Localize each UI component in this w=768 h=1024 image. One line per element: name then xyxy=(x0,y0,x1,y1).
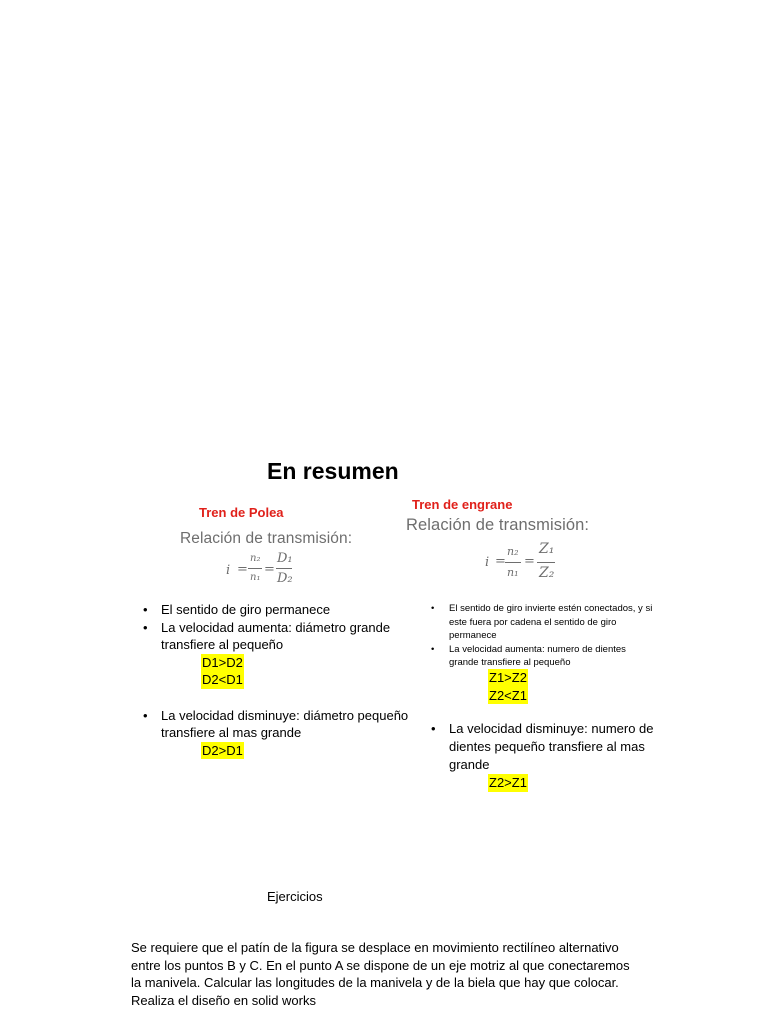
formula-num-z1: Z₁ xyxy=(539,541,555,557)
formula-num-n2: n₂ xyxy=(507,545,519,558)
fraction-bar-2 xyxy=(276,568,292,569)
highlight-d2-gt-d1: D2>D1 xyxy=(202,742,243,758)
formula-equals: = xyxy=(495,554,506,569)
exercise-paragraph: Se requiere que el patín de la figura se desplace en movimiento rectilíneo alternativo entre los puntos B y C. En el punto A se dispone de un eje motriz al que conectaremos la manivela. Calcular las longitudes de la manivela y de la biela que hay que colocar. Realiza el diseño en solid works xyxy=(131,940,630,1008)
highlight-z1-z2: Z1>Z2 xyxy=(489,670,527,685)
engrane-relacion-label: Relación de transmisión: xyxy=(406,516,590,534)
polea-heading: Tren de Polea xyxy=(199,505,284,520)
engrane-heading: Tren de engrane xyxy=(412,497,513,512)
engrane-small-bullets xyxy=(429,602,654,670)
fraction-bar xyxy=(248,568,262,569)
highlight-z2-gt-z1: Z2>Z1 xyxy=(489,775,527,790)
formula-equals-2: = xyxy=(264,562,275,577)
formula-equals: = xyxy=(237,562,248,577)
highlight-d1-d2: D1>D2 xyxy=(202,654,243,670)
formula-equals-2: = xyxy=(524,554,535,569)
polea-formula xyxy=(226,551,306,596)
formula-num-d1: D₁ xyxy=(277,551,293,566)
page-title: En resumen xyxy=(267,458,399,484)
polea-relacion-label: Relación de transmisión: xyxy=(180,530,353,547)
formula-i: i xyxy=(485,555,490,570)
list-item: • El sentido de giro permanece xyxy=(141,601,411,619)
engrane-aumenta-relations xyxy=(488,669,528,704)
engrane-formula xyxy=(485,543,565,588)
formula-num-n2: n₂ xyxy=(250,553,261,564)
ejercicios-label: Ejercicios xyxy=(267,889,323,904)
highlight-z2-z1: Z2<Z1 xyxy=(489,687,527,703)
list-item: • El sentido de giro invierte estén conectados, y si este fuera por cadena el sentido de giro permanece xyxy=(429,602,654,643)
formula-den-z2: Z₂ xyxy=(539,565,555,581)
formula-den-n1: n₁ xyxy=(250,572,261,583)
list-item: • La velocidad aumenta: diámetro grande transfiere al pequeño D1>D2 D2<D1 xyxy=(141,619,411,689)
formula-den-d2: D₂ xyxy=(277,571,293,586)
fraction-bar xyxy=(505,562,521,563)
list-item: • La velocidad disminuye: diámetro pequeño transfiere al mas grande D2>D1 xyxy=(141,707,411,760)
highlight-d2-d1: D2<D1 xyxy=(202,672,243,687)
formula-i: i xyxy=(226,563,231,578)
list-item: • La velocidad disminuye: numero de dientes pequeño transfiere al mas grande Z2>Z1 xyxy=(429,720,659,792)
formula-den-n1: n₁ xyxy=(507,566,519,579)
engrane-big-bullets xyxy=(429,720,659,792)
polea-bullets xyxy=(141,601,411,759)
list-item: • La velocidad aumenta: numero de dientes grande transfiere al pequeño xyxy=(429,643,654,670)
fraction-bar-2 xyxy=(537,562,555,563)
